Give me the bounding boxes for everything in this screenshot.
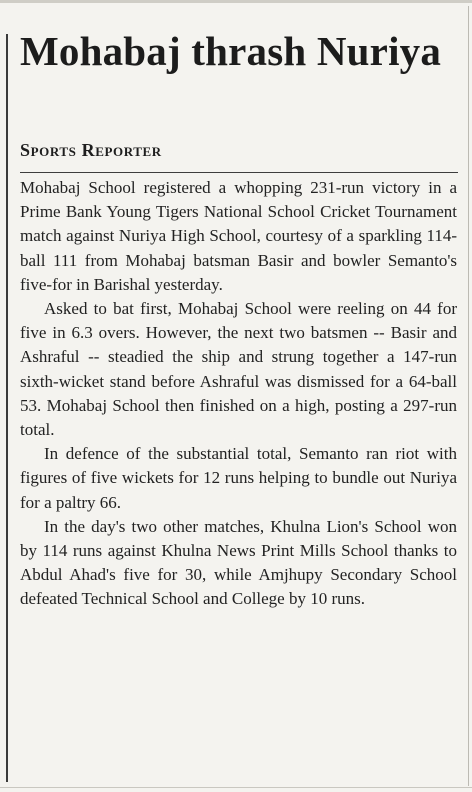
article-body bbox=[20, 176, 457, 612]
byline: Sports Reporter bbox=[20, 140, 162, 160]
paragraph: In the day's two other matches, Khulna Lion's School won by 114 runs against Khulna News Print Mills School thanks to Abdul Ahad's five for 30, while Amjhupy Secondary School defeated Technical School and College by 10 runs. bbox=[20, 516, 457, 609]
byline-divider bbox=[20, 172, 458, 173]
headline: Mohabaj thrash Nuriya bbox=[20, 28, 442, 74]
right-border bbox=[468, 6, 469, 786]
column-rule bbox=[6, 34, 8, 782]
bottom-border bbox=[0, 787, 472, 788]
top-border bbox=[0, 0, 472, 3]
paragraph: In defence of the substantial total, Semanto ran riot with figures of five wickets for 12 runs helping to bundle out Nuriya for a paltry 66. bbox=[20, 444, 457, 512]
paragraph: Mohabaj School registered a whopping 231-run victory in a Prime Bank Young Tigers National School Cricket Tournament match against Nuriya High School, courtesy of a sparkling 114-ball 111 from Mohabaj batsman Basir and bowler Semanto's five-for in Barishal yesterday. bbox=[20, 178, 457, 294]
paragraph: Asked to bat first, Mohabaj School were reeling on 44 for five in 6.3 overs. However, the next two batsmen -- Basir and Ashraful -- steadied the ship and strung together a 147-run sixth-wicket stand before Ashraful was dismissed for a 64-ball 53. Mohabaj School then finished on a high, posting a 297-run total. bbox=[20, 299, 457, 440]
